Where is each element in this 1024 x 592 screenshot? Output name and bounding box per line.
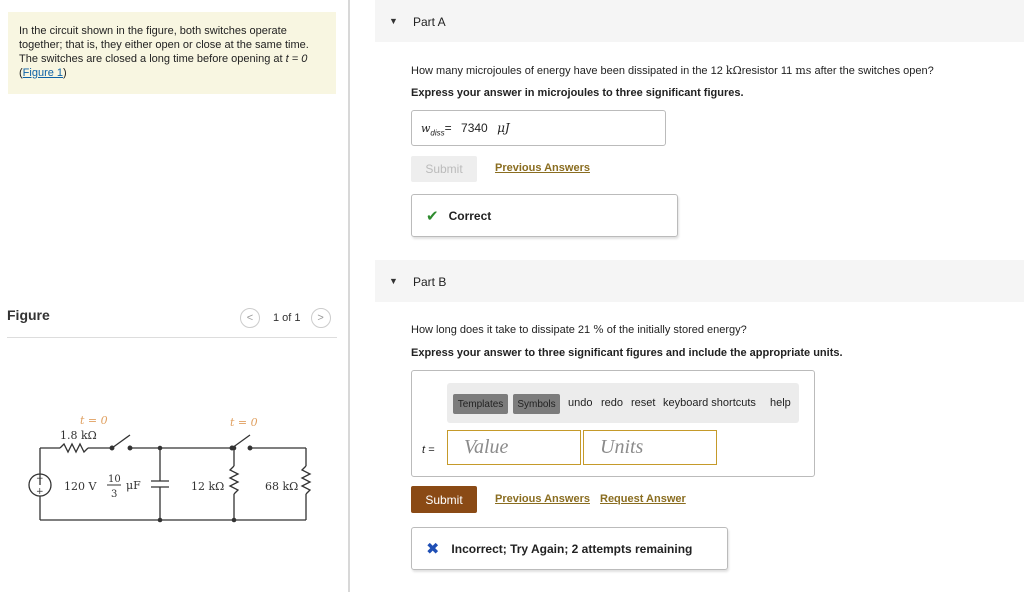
problem-text: In the circuit shown in the figure, both switches operate together; that is, they either open or close at the same time. The switches are closed a long time before opening at bbox=[19, 25, 309, 65]
cap-numerator: 10 bbox=[108, 474, 121, 485]
cap-unit-label: μF bbox=[126, 479, 141, 492]
part-a-unit-kohm: kΩ bbox=[725, 64, 742, 77]
redo-button[interactable]: redo bbox=[601, 397, 624, 409]
answer-equals: = bbox=[444, 121, 452, 135]
panel-divider bbox=[348, 0, 350, 592]
keyboard-shortcuts-button[interactable]: keyboard shortcuts bbox=[663, 397, 756, 409]
part-b-submit-button[interactable]: Submit bbox=[411, 486, 477, 513]
answer-value: 7340 bbox=[461, 121, 488, 135]
part-b-instruction: Express your answer to three significant figures and include the appropriate units. bbox=[411, 347, 843, 359]
part-a-title: Part A bbox=[413, 15, 446, 29]
templates-label: Templates bbox=[457, 398, 504, 410]
part-a-question-mid: resistor 11 bbox=[741, 65, 793, 77]
part-a-instruction: Express your answer in microjoules to three significant figures. bbox=[411, 87, 744, 99]
undo-button[interactable]: undo bbox=[568, 397, 593, 409]
series-resistor-label: 1.8 kΩ bbox=[60, 429, 97, 442]
part-b-answer-panel bbox=[411, 370, 815, 477]
part-a-answer-field[interactable] bbox=[411, 110, 666, 146]
part-a-feedback bbox=[411, 194, 678, 237]
t-equals-label: t = bbox=[422, 444, 435, 456]
units-input[interactable]: Units bbox=[583, 430, 717, 465]
part-b-previous-answers-link[interactable]: Previous Answers bbox=[495, 493, 590, 505]
switch1-label: t = 0 bbox=[80, 414, 108, 427]
part-b-question bbox=[411, 323, 747, 336]
templates-button[interactable] bbox=[453, 394, 508, 414]
answer-subscript: diss bbox=[430, 128, 445, 138]
figure-pager bbox=[240, 308, 331, 328]
source-minus: − bbox=[36, 474, 44, 484]
part-b-percent: % bbox=[593, 323, 604, 336]
r2-label: 68 kΩ bbox=[265, 480, 299, 493]
symbols-label: Symbols bbox=[517, 398, 556, 410]
value-input[interactable]: Value bbox=[447, 430, 581, 465]
part-a-header[interactable] bbox=[375, 0, 1024, 42]
cap-denominator: 3 bbox=[111, 489, 118, 500]
figure-divider bbox=[7, 337, 337, 338]
part-b-feedback bbox=[411, 527, 728, 570]
part-a-previous-answers-link[interactable]: Previous Answers bbox=[495, 162, 590, 174]
symbols-button[interactable] bbox=[513, 394, 560, 414]
figure-count: 1 of 1 bbox=[273, 312, 301, 324]
part-b-question-end: of the initially stored energy? bbox=[606, 324, 747, 336]
problem-statement: In the circuit shown in the figure, both switches operate together; that is, they either open or close at the same time. The switches are closed a long time before opening at t = 0 (Figure 1) bbox=[8, 12, 336, 94]
part-b-title: Part B bbox=[413, 275, 447, 289]
answer-symbol: w bbox=[421, 122, 431, 135]
figure-heading: Figure bbox=[7, 307, 50, 323]
check-icon: ✔ bbox=[426, 207, 439, 225]
next-figure-button[interactable]: > bbox=[311, 308, 331, 328]
part-a-submit-button[interactable]: Submit bbox=[411, 156, 477, 182]
r1-label: 12 kΩ bbox=[191, 480, 225, 493]
part-a-unit-ms: ms bbox=[795, 64, 812, 77]
incorrect-text: Incorrect; Try Again; 2 attempts remaining bbox=[451, 541, 693, 556]
part-b-question-text: How long does it take to dissipate 21 bbox=[411, 324, 591, 336]
circuit-diagram bbox=[20, 410, 330, 530]
part-a-question-text: How many microjoules of energy have been dissipated in the 12 bbox=[411, 65, 723, 77]
source-plus: + bbox=[36, 487, 44, 497]
collapse-icon[interactable]: ▼ bbox=[389, 16, 398, 26]
reset-button[interactable]: reset bbox=[631, 397, 656, 409]
source-voltage-label: 120 V bbox=[64, 480, 97, 493]
request-answer-link[interactable]: Request Answer bbox=[600, 493, 686, 505]
part-b-header[interactable] bbox=[375, 260, 1024, 302]
help-button[interactable]: help bbox=[770, 397, 791, 409]
math-toolbar bbox=[447, 383, 799, 423]
collapse-icon[interactable]: ▼ bbox=[389, 276, 398, 286]
correct-text: Correct bbox=[448, 208, 492, 223]
problem-time: t = 0 bbox=[285, 53, 308, 65]
part-a-question-end: after the switches open? bbox=[814, 65, 934, 77]
part-a-question bbox=[411, 64, 934, 77]
figure-link[interactable]: Figure 1 bbox=[22, 67, 64, 79]
left-panel bbox=[0, 0, 348, 592]
prev-figure-button[interactable]: < bbox=[240, 308, 260, 328]
answer-unit: μJ bbox=[497, 121, 510, 135]
switch2-label: t = 0 bbox=[230, 416, 258, 429]
x-icon: ✖ bbox=[426, 540, 440, 558]
